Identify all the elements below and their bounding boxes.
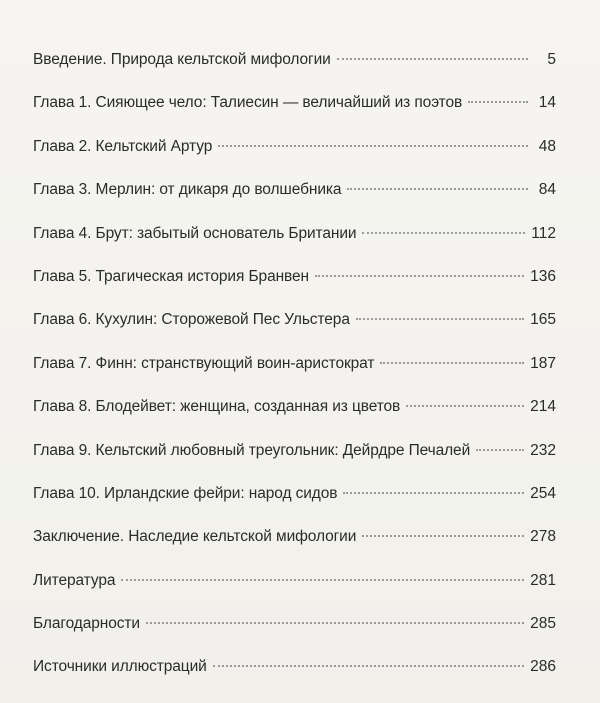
toc-entry-title: Глава 9. Кельтский любовный треугольник: Дейрдре Печалей bbox=[33, 441, 471, 459]
dot-leader bbox=[356, 317, 524, 320]
toc-entry-title: Глава 6. Кухулин: Сторожевой Пес Ульстера bbox=[33, 311, 350, 329]
dot-leader bbox=[213, 664, 524, 667]
toc-entry-bibliography bbox=[33, 559, 556, 602]
toc-entry-chapter-3 bbox=[33, 168, 556, 211]
toc-entry-introduction bbox=[33, 38, 556, 81]
toc-entry-page: 278 bbox=[530, 528, 556, 546]
toc-entry-title: Глава 7. Финн: странствующий воин-аристократ bbox=[33, 354, 375, 372]
dot-leader bbox=[380, 361, 524, 364]
toc-entry-title: Глава 5. Трагическая история Бранвен bbox=[33, 267, 309, 285]
toc-entry-page: 187 bbox=[530, 354, 556, 372]
dot-leader bbox=[146, 621, 524, 624]
toc-entry-title: Благодарности bbox=[33, 615, 140, 633]
toc-entry-title: Глава 2. Кельтский Артур bbox=[33, 137, 213, 155]
toc-entry-chapter-4 bbox=[33, 212, 556, 255]
dot-leader bbox=[476, 448, 524, 451]
toc-entry-title: Глава 1. Сияющее чело: Талиесин — величайший из поэтов bbox=[33, 94, 463, 112]
toc-entry-page: 281 bbox=[530, 571, 556, 589]
toc-entry-chapter-8 bbox=[33, 385, 556, 428]
dot-leader bbox=[347, 187, 528, 190]
toc-entry-title: Глава 8. Блодейвет: женщина, созданная из цветов bbox=[33, 398, 401, 416]
dot-leader bbox=[337, 57, 528, 60]
toc-entry-title: Литература bbox=[33, 571, 116, 589]
dot-leader bbox=[362, 534, 524, 537]
toc-entry-title: Введение. Природа кельтской мифологии bbox=[33, 51, 331, 68]
toc-entry-title: Глава 4. Брут: забытый основатель Британии bbox=[33, 224, 357, 242]
toc-entry-acknowledgements bbox=[33, 602, 556, 645]
toc-entry-chapter-9 bbox=[33, 429, 556, 472]
toc-entry-chapter-6 bbox=[33, 298, 556, 341]
toc-entry-page: 84 bbox=[538, 181, 556, 199]
toc-entry-page: 112 bbox=[531, 224, 556, 242]
toc-entry-page: 232 bbox=[530, 441, 556, 459]
toc-entry-chapter-5 bbox=[33, 255, 556, 298]
toc-entry-illustration-sources bbox=[33, 645, 556, 688]
toc-entry-title: Глава 3. Мерлин: от дикаря до волшебника bbox=[33, 181, 342, 199]
dot-leader bbox=[406, 404, 524, 407]
table-of-contents bbox=[33, 38, 556, 689]
toc-entry-page: 214 bbox=[530, 398, 556, 416]
toc-entry-chapter-7 bbox=[33, 342, 556, 385]
dot-leader bbox=[315, 274, 524, 277]
toc-entry-page: 48 bbox=[538, 137, 556, 155]
toc-entry-page: 5 bbox=[547, 51, 556, 68]
toc-entry-page: 285 bbox=[530, 615, 556, 633]
toc-entry-chapter-10 bbox=[33, 472, 556, 515]
toc-entry-chapter-2 bbox=[33, 125, 556, 168]
dot-leader bbox=[468, 100, 528, 103]
toc-entry-page: 286 bbox=[530, 658, 556, 676]
toc-entry-conclusion bbox=[33, 515, 556, 558]
toc-entry-page: 254 bbox=[530, 484, 556, 502]
toc-entry-page: 136 bbox=[530, 267, 556, 285]
toc-entry-page: 14 bbox=[538, 94, 556, 112]
toc-entry-chapter-1 bbox=[33, 81, 556, 124]
dot-leader bbox=[343, 491, 524, 494]
toc-entry-title: Источники иллюстраций bbox=[33, 658, 207, 676]
toc-entry-title: Глава 10. Ирландские фейри: народ сидов bbox=[33, 484, 338, 502]
dot-leader bbox=[121, 578, 524, 581]
dot-leader bbox=[218, 144, 528, 147]
toc-entry-title: Заключение. Наследие кельтской мифологии bbox=[33, 528, 357, 546]
toc-entry-page: 165 bbox=[530, 311, 556, 329]
dot-leader bbox=[362, 231, 525, 234]
